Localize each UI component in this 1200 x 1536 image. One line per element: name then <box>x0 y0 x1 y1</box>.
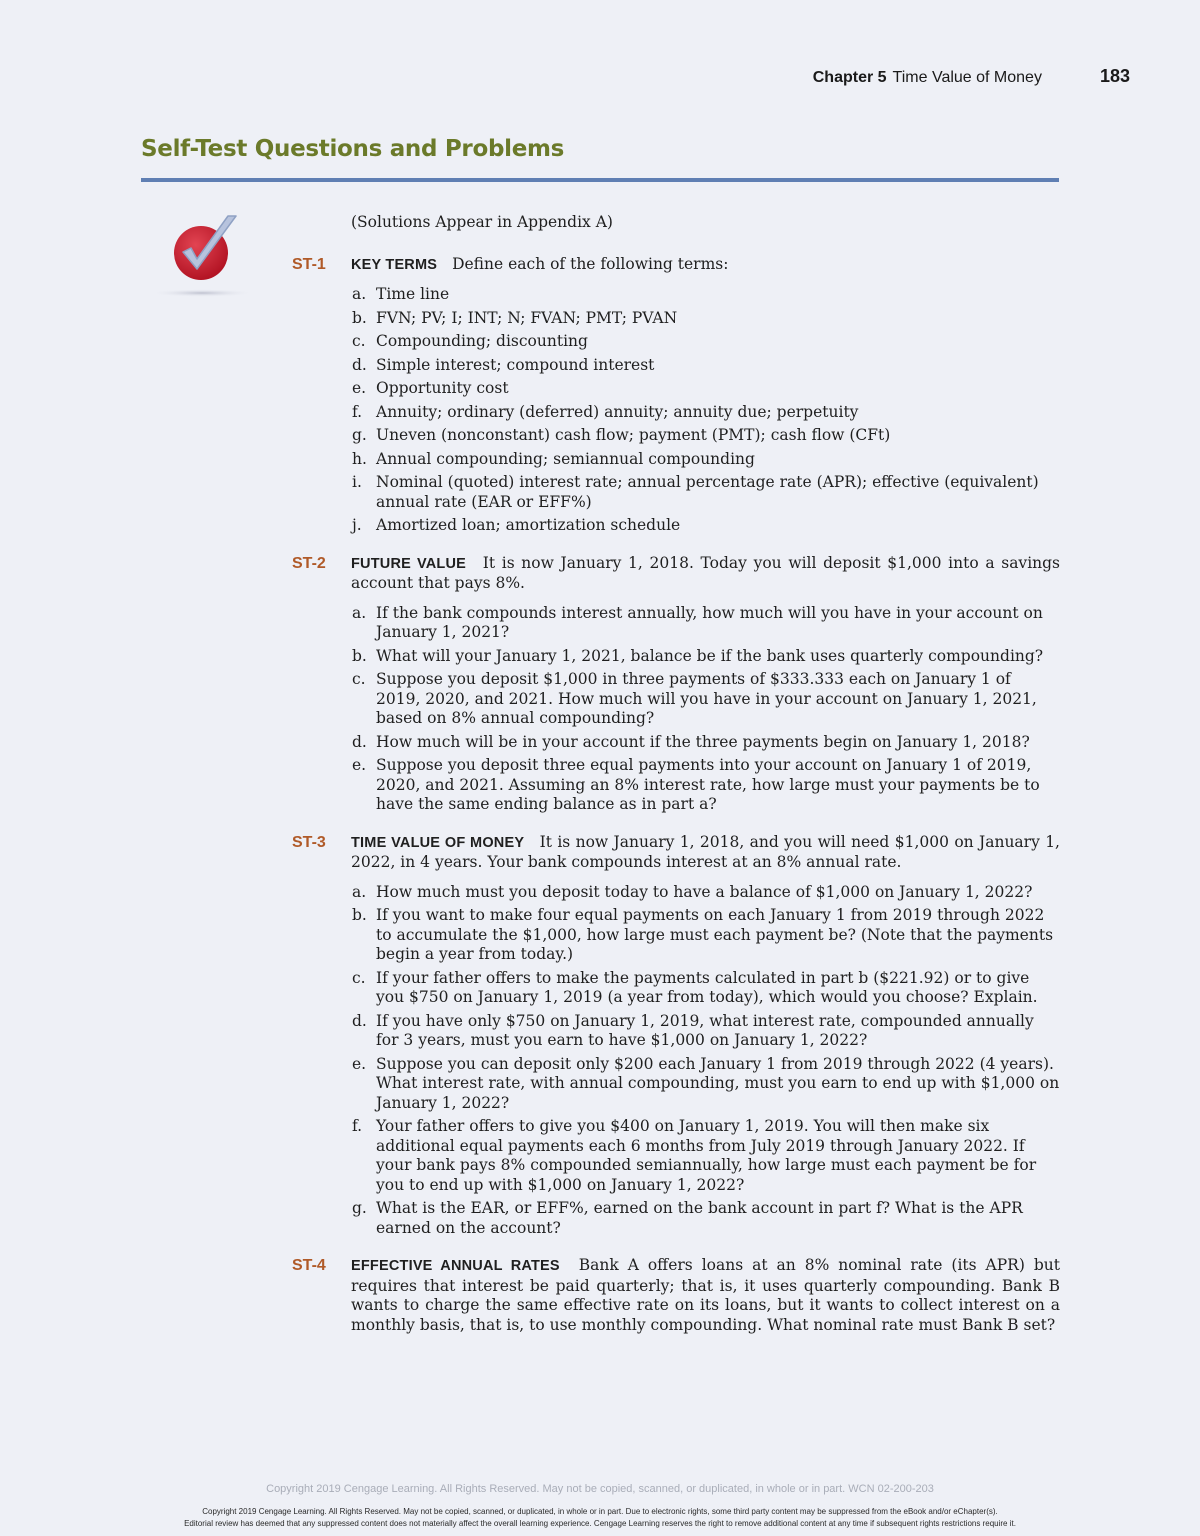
copyright-line-1: Copyright 2019 Cengage Learning. All Rights Reserved. May not be copied, scanned, or duplicated, in whole or in part. Due to electronic rights, some third party content may be suppressed from the eBook and/or eChapter(s). <box>202 1507 998 1516</box>
problem-items <box>292 883 1060 1239</box>
copyright-line-2: Editorial review has deemed that any suppressed content does not materially affect the overall learning experience. Cengage Learning reserves the right to remove additional content at any time if subsequent rights restrictions require it. <box>184 1519 1016 1528</box>
list-item: d. How much will be in your account if the three payments begin on January 1, 2018? <box>352 732 1030 751</box>
list-item: c. Compounding; discounting <box>352 332 588 350</box>
list-item: j. Amortized loan; amortization schedule <box>352 516 681 534</box>
problem-items <box>292 285 1060 536</box>
list-item: i. Nominal (quoted) interest rate; annual percentage rate (APR); effective (equivalent) annual rate (EAR or EFF%) <box>352 473 1039 511</box>
list-item: e. Opportunity cost <box>352 379 509 397</box>
list-item: b. FVN; PV; I; INT; N; FVAN; PMT; PVAN <box>352 308 678 327</box>
problem-st-1 <box>292 255 1060 536</box>
problem-text: It is now January 1, 2018, and you will need $1,000 on January 1, 2022, in 4 years. Your bank compounds interest at an 8% annual rate. <box>351 832 1060 871</box>
problem-text: Bank A offers loans at an 8% nominal rate (its APR) but requires that interest be paid quarterly; that is, it uses quarterly compounding. Bank B wants to charge the same effective rate on its loans, but it wants to collect interest on a monthly basis, that is, to use monthly compounding. What nominal rate must Bank B set? <box>351 1256 1060 1334</box>
problem-key-term: EFFECTIVE ANNUAL RATES <box>351 1258 560 1274</box>
problem-key-term: KEY TERMS <box>351 256 438 273</box>
problem-content <box>292 213 1060 1353</box>
problem-text: Define each of the following terms: <box>452 254 729 273</box>
list-item: a. If the bank compounds interest annually, how much will you have in your account on January 1, 2021? <box>352 603 1043 641</box>
list-item: a. How much must you deposit today to have a balance of $1,000 on January 1, 2022? <box>352 882 1033 901</box>
problem-number: ST-2 <box>292 554 326 572</box>
list-item: g. Uneven (nonconstant) cash flow; payment (PMT); cash flow (CFt) <box>352 426 891 444</box>
section-title: Self-Test Questions and Problems <box>141 136 565 162</box>
problem-st-3 <box>292 833 1060 1239</box>
list-item: f. Your father offers to give you $400 on January 1, 2019. You will then make six additional equal payments each 6 months from July 2019 through January 2022. If your bank pays 8% compounded semiannually, how large must each payment be for you to end up with $1,000 on January 1, 2022? <box>352 1117 1037 1194</box>
list-item: e. Suppose you can deposit only $200 each January 1 from 2019 through 2022 (4 years). What interest rate, with annual compounding, must you earn to end up with $1,000 on January 1, 2022? <box>352 1054 1060 1112</box>
problem-key-term: FUTURE VALUE <box>351 555 467 572</box>
list-item: g. What is the EAR, or EFF%, earned on the bank account in part f? What is the APR earned on the account? <box>352 1199 1023 1237</box>
title-rule <box>141 178 1059 182</box>
problem-items <box>292 604 1060 815</box>
problem-key-term: TIME VALUE OF MONEY <box>351 834 525 851</box>
list-item: d. If you have only $750 on January 1, 2019, what interest rate, compounded annually for 3 years, must you earn to have $1,000 on January 1, 2022? <box>352 1011 1034 1049</box>
list-item: e. Suppose you deposit three equal payments into your account on January 1 of 2019, 2020, and 2021. Assuming an 8% interest rate, how large must your payments be to have the same ending balance as in part a? <box>352 756 1040 813</box>
problem-st-2 <box>292 554 1060 815</box>
list-item: d. Simple interest; compound interest <box>352 355 655 374</box>
problem-head <box>292 1256 1060 1335</box>
list-item: c. If your father offers to make the payments calculated in part b ($221.92) or to give you $750 on January 1, 2019 (a year from today), which would you choose? Explain. <box>352 968 1038 1006</box>
problem-number: ST-4 <box>292 1257 326 1274</box>
list-item: h. Annual compounding; semiannual compounding <box>352 449 755 468</box>
list-item: f. Annuity; ordinary (deferred) annuity; annuity due; perpetuity <box>352 402 859 421</box>
problem-head <box>292 554 1060 594</box>
list-item: a. Time line <box>352 285 450 303</box>
check-badge-icon <box>150 212 260 302</box>
problem-text: It is now January 1, 2018. Today you will deposit $1,000 into a savings account that pays 8%. <box>351 553 1061 592</box>
problem-number: ST-3 <box>292 833 326 851</box>
list-item: b. If you want to make four equal payments on each January 1 from 2019 through 2022 to accumulate the $1,000, how large must each payment be? (Note that the payments begin a year from today.) <box>352 906 1054 963</box>
problem-number: ST-1 <box>292 255 326 273</box>
page-number: 183 <box>1099 66 1130 86</box>
list-item: c. Suppose you deposit $1,000 in three payments of $333.333 each on January 1 of 2019, 2020, and 2021. How much will you have in your account on January 1, 2021, based on 8% annual compounding? <box>352 670 1037 727</box>
problem-st-4 <box>292 1256 1060 1335</box>
chapter-title: Time Value of Money <box>892 69 1042 86</box>
list-item: b. What will your January 1, 2021, balance be if the bank uses quarterly compounding? <box>352 646 1044 665</box>
running-head <box>530 66 1130 87</box>
problem-head <box>292 255 1060 276</box>
solutions-note: (Solutions Appear in Appendix A) <box>351 213 613 231</box>
problem-head <box>292 833 1060 873</box>
copyright-watermark: Copyright 2019 Cengage Learning. All Rights Reserved. May not be copied, scanned, or duplicated, in whole or in part. WCN 02-200-203 <box>266 1483 934 1495</box>
chapter-label: Chapter 5 <box>812 69 887 86</box>
